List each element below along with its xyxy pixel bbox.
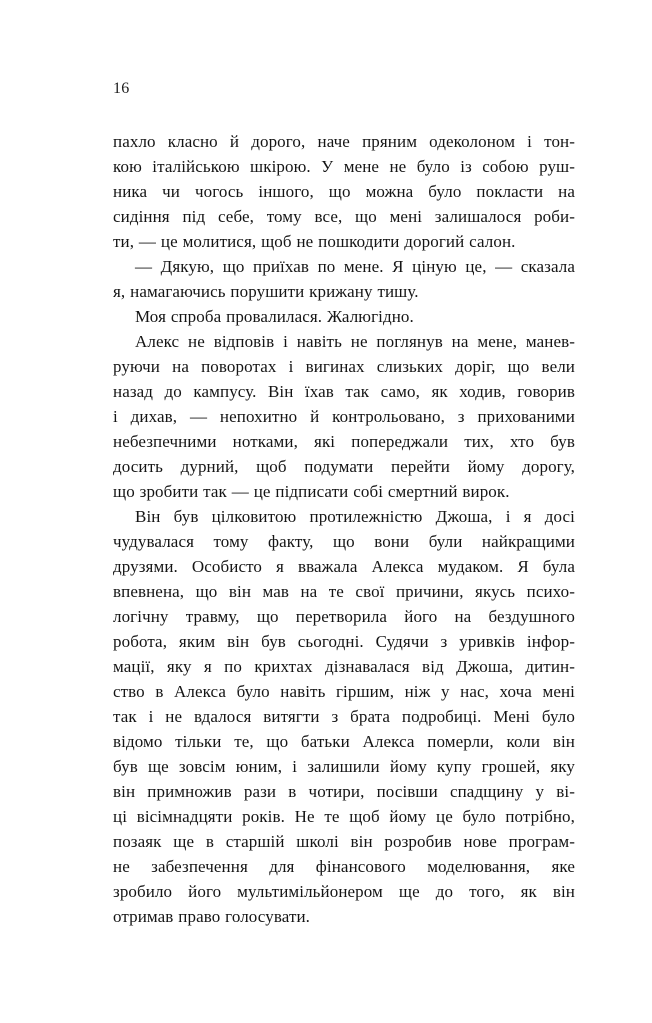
text-line: він примножив рази в чотири, посівши спадщину у ві- xyxy=(113,782,575,801)
text-line: Алекс не відповів і навіть не поглянув на мене, манев- xyxy=(135,332,575,351)
text-line: Він був цілковитою протилежністю Джоша, і я досі xyxy=(135,507,575,526)
text-line: — Дякую, що приїхав по мене. Я ціную це, — сказала xyxy=(135,257,575,276)
paragraph xyxy=(113,504,575,929)
text-line: кою італійською шкірою. У мене не було із собою руш- xyxy=(113,157,575,176)
text-line: сидіння під себе, тому все, що мені залишалося роби- xyxy=(113,207,575,226)
text-line: чудувалася тому факту, що вони були найкращими xyxy=(113,532,575,551)
text-line: пахло класно й дорого, наче пряним одеколоном і тон- xyxy=(113,132,575,151)
text-line: позаяк ще в старшій школі він розробив нове програм- xyxy=(113,832,575,851)
text-block xyxy=(113,129,575,929)
text-line: назад до кампусу. Він їхав так само, як ходив, говорив xyxy=(113,382,575,401)
text-line: ника чи чогось іншого, що можна було покласти на xyxy=(113,182,575,201)
paragraph xyxy=(113,304,575,329)
page-number: 16 xyxy=(113,80,130,97)
text-line: я, намагаючись порушити крижану тишу. xyxy=(113,282,419,301)
text-line: Моя спроба провалилася. Жалюгідно. xyxy=(135,307,414,326)
text-line: не забезпечення для фінансового моделювання, яке xyxy=(113,857,575,876)
paragraph xyxy=(113,254,575,304)
paragraph xyxy=(113,129,575,254)
text-line: логічну травму, що перетворила його на бездушного xyxy=(113,607,575,626)
text-line: досить дурний, щоб подумати перейти йому дорогу, xyxy=(113,457,575,476)
text-line: мації, яку я по крихтах дізнавалася від Джоша, дитин- xyxy=(113,657,575,676)
text-line: що зробити так — це підписати собі смертний вирок. xyxy=(113,482,510,501)
text-line: ти, — це молитися, щоб не пошкодити дорогий салон. xyxy=(113,232,516,251)
text-line: ство в Алекса було навіть гіршим, ніж у нас, хоча мені xyxy=(113,682,575,701)
text-line: ці вісімнадцяти років. Не те щоб йому це було потрібно, xyxy=(113,807,575,826)
text-line: відомо тільки те, що батьки Алекса померли, коли він xyxy=(113,732,575,751)
text-line: так і не вдалося витягти з брата подробиці. Мені було xyxy=(113,707,575,726)
text-line: впевнена, що він мав на те свої причини, якусь психо- xyxy=(113,582,575,601)
text-line: руючи на поворотах і вигинах слизьких доріг, що вели xyxy=(113,357,575,376)
paragraph xyxy=(113,329,575,504)
text-line: отримав право голосувати. xyxy=(113,907,311,926)
text-line: і дихав, — непохитно й контрольовано, з прихованими xyxy=(113,407,575,426)
text-line: був ще зовсім юним, і залишили йому купу грошей, яку xyxy=(113,757,575,776)
text-line: небезпечними нотками, які попереджали тих, хто був xyxy=(113,432,575,451)
text-line: зробило його мультимільйонером ще до того, як він xyxy=(113,882,575,901)
text-line: робота, яким він був сьогодні. Судячи з уривків інфор- xyxy=(113,632,575,651)
text-line: друзями. Особисто я вважала Алекса мудаком. Я була xyxy=(113,557,575,576)
